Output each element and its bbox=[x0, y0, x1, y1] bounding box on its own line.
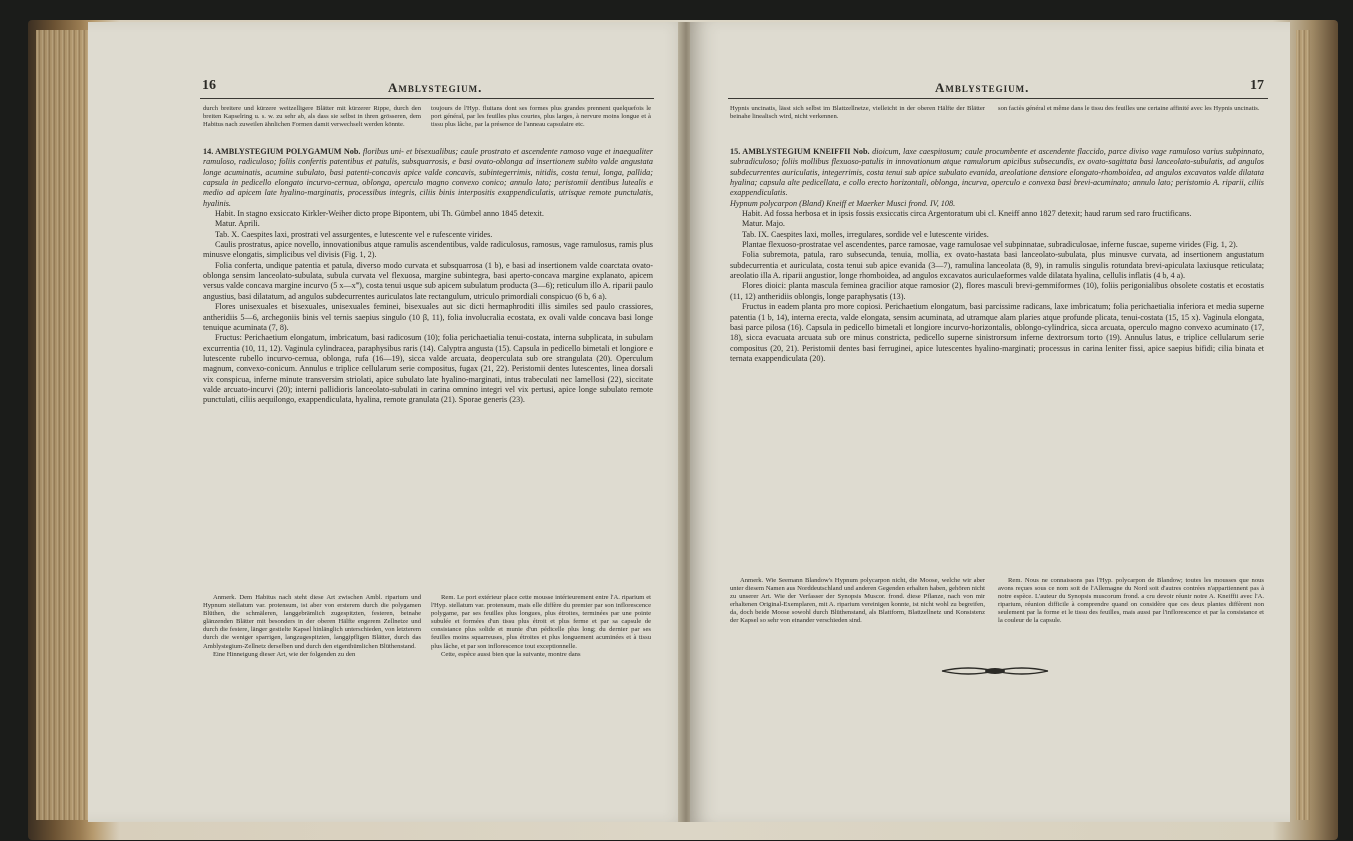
note-french-text: Rem. Nous ne connaissons pas l'Hyp. polycarpon de Blandow; toutes les mousses que nous avons reçues sous ce nom soit de l'Allemagne du Nord soit d'autres contrées n'appartiennent pas à notre espèce. L'auteur du Synopsis muscorum frond. a cru devoir réunir notre A. Kneiffii avec l'A. riparium, réunion difficile à comprendre quand on considère que ces deux plantes diffèrent non seulement par la forme et le tissu des feuilles, mais aussi par l'inflorescence et par la consistance et la couleur de la capsule. bbox=[998, 577, 1264, 625]
paragraph: Caulis prostratus, apice novello, innovationibus atque ramulis ascendentibus, valde radiculosus, ramosus, vage ramulosus, ramis plus minusve elongatis, simplicibus vel divisis (Fig. 1, 2). bbox=[203, 240, 653, 260]
note-german-text: Anmerk. Dem Habitus nach steht diese Art zwischen Ambl. riparium und Hypnum stellatum var. protensum, ist aber von ersterem durch die polygamen Blüthen, die schmäleren, langgebrämlich zugespitzten, festeren, beinahe glänzenden Blätter mit besonders in der oberen Hälfte engerem Zellnetze und durch die festere, länger gestielte Kapsel hinlänglich unterschieden, von letzterem durch die weniger sparrigen, langzugespitzten, langgipfligen Blätter, durch das Amblystegium-Zellnetz derselben und durch den eigenthümlichen Blüthenstand. bbox=[203, 594, 421, 650]
top-note-german: durch breitere und kürzere weitzelligere Blätter mit kürzerer Rippe, durch den breiten Kapselring u. s. w. zu sehr ab, als dass sie selbst in ihren grösseren, dem Habitus nach zuweilen ähnlichen Formen damit verwechselt werden könnte. bbox=[203, 105, 421, 128]
paragraph: Plantae flexuoso-prostratae vel ascendentes, parce ramosae, vage ramulosae vel subpinnatae, subradiculosae, inferne fuscae, superne virides (Fig. 1, 2). bbox=[742, 240, 1238, 250]
note-german-continued: Eine Hinneigung dieser Art, wie der folgenden zu den bbox=[213, 650, 356, 658]
note-french-text: Rem. Le port extérieur place cette mousse intérieurement entre l'A. riparium et l'Hyp. stellatum var. protensum, mais elle diffère du premier par son inflorescence polygame, par ses feuilles plus longues, plus étroites, terminées par une pointe subulée et formées d'un tissu plus étroit et plus ferme et par sa capsule de consistance plus solide et munie d'un pédicelle plus long; du dernier par ses feuilles moins squarreuses, plus étroites et plus longuement acuminées et à tissu plus lâche, et par son inflorescence tout exceptionnelle. bbox=[431, 594, 651, 650]
synonym: Hypnum polycarpon (Bland) Kneiff et Maerker Musci frond. IV, 108. bbox=[730, 198, 956, 208]
note-french-continued: Cette, espèce aussi bien que la suivante, montre dans bbox=[441, 650, 581, 658]
page-edges-left bbox=[36, 30, 88, 820]
paragraph: Fructus in eadem planta pro more copiosi. Perichaetium elongatum, basi parcissime radicans, laxe imbricatum; folia perichaetialia inferiora et media superne patentia (1 b, 14), interna erecta, valde elongata, sensim acuminata, ad utramque alam plaries atque profunde plicata, tenui-costata (15, 15 x). Vaginula elongata, basi parce pilosa (16). Capsula in pedicello bimetali et longiore incurvo-horizontalis, oblongo-cylindrica, sicca arcuata, operculo magno convexo acuminato (17, 18), sicca evacuata arcuata sub ore minus constricta, pedicello superne sinistrorsum inferne dextrorsum torto (19). Annulus latus, e triplice cellularum serie compositus (20, 21). Peristomii dentes basi ferruginei, apice lutescentes hyalino-marginati; processus in carina leniter fissi, apice saepius bifidi; cilia binata et ternata exappendiculata (20). bbox=[730, 302, 1264, 363]
habitat: Habit. In stagno exsiccato Kirkler-Weiher dicto prope Bipontem, ubi Th. Gümbel anno 1845 detexit. bbox=[215, 209, 544, 219]
note-german bbox=[730, 577, 985, 626]
species-15-block bbox=[730, 147, 1264, 364]
paragraph: Folia conferta, undique patentia et patula, diverso modo curvata et subsquarrosa (1 b), e basi ad insertionem valde coarctata ovato-oblonga sensim lanceolato-subulata, subula curvata vel flexuosa, margine subintegra, basi aperto-concava margine explanato, apicem versus valde concava margine incurvo (5 x—x‴), costa tenui usque sub apicem subulatum producta (3—6); reticulum illo A. riparii paulo angustius, basi dilatatum, ad angulos subdecurrentes auriculatos late rectangulum, utriculo primordiali conspicuo (6 b, 6 a). bbox=[203, 260, 653, 301]
note-german bbox=[203, 594, 421, 659]
maturity: Matur. Majo. bbox=[742, 219, 785, 229]
header-rule bbox=[728, 98, 1268, 99]
paragraph: Flores dioici: planta mascula feminea gracilior atque ramosior (2), flores masculi brevi-gemmiformes (10), foliis perigonialibus obsolete costatis et ecostatis (11, 12) antheridiis oblongis, longe paraphysatis (13). bbox=[730, 281, 1264, 301]
running-header: Amblystegium. bbox=[935, 80, 1030, 95]
right-page bbox=[690, 22, 1290, 822]
paragraph: Tab. IX. Caespites laxi, molles, irregulares, sordide vel e lutescente virides. bbox=[742, 229, 989, 239]
species-14-block bbox=[203, 147, 653, 406]
maturity: Matur. Aprili. bbox=[215, 219, 260, 229]
running-header: Amblystegium. bbox=[388, 80, 483, 95]
ornament-icon bbox=[940, 664, 1050, 678]
page-number: 16 bbox=[202, 78, 216, 93]
paragraph: Fructus: Perichaetium elongatum, imbricatum, basi radicosum (10); folia perichaetialia tenui-costata, interna subplicata, in subulam excurrentia (10, 11, 12). Vaginula cylindracea, paraphysibus raris (14). Calyptra angusta (15). Capsula in pedicello bimetali et longiore e lutescente rubello incurvo-cernua, oblonga, rufa (16—19), sicca valde arcuata, deoperculata sub ore strangulata (20). Operculum magnum, convexo-conicum. Annulus e triplice cellularum serie compositus, fugax (21, 22). Peristomii dentes lutescentes, linea dorsali vix conspicua, inferne minute transversim striolati, apice subulato late hyalino-marginati, intus trabeculati nec lamellosi (22), siccitate valde arcuato-incurvi (20); interni pallidioris lanceolato-subulati in carina omnino integri vel vix pertusi, apice longe subulato remote punctulati, ciliis aequilongo, exappendiculata, hyalina, remote granulata (21). Sporae generis (23). bbox=[203, 333, 653, 405]
top-note-german: Hypnis uncinatis, lässt sich selbst im Blattzellnetze, vielleicht in der oberen Hälfte der Blätter beinahe linealisch wird, nicht verkennen. bbox=[730, 105, 985, 120]
note-german-text: Anmerk. Wie Seemann Blandow's Hypnum polycarpon nicht, die Moose, welche wir aber unter diesem Namen aus Norddeutschland und anderen Gegenden erhalten haben, gehören nicht zu unserer Art. Wie der Verfasser der Synopsis Muscor. frond. diese Pflanze, nach von mir erhaltenen Original-Exemplaren, mit A. riparium vereinigen konnte, ist nicht wohl zu begreifen, da, doch beide Moose sowohl durch Blüthenstand, als Blattform, Blattzellnetz und Konsistenz der Kapsel so sehr von einander verschieden sind. bbox=[730, 577, 985, 625]
page-number: 17 bbox=[1250, 78, 1264, 93]
page-edges-right bbox=[1296, 30, 1310, 820]
paragraph: Flores unisexuales et bisexuales, unisexuales feminei, bisexuales aut sic dicti hermaphroditi illis similes sed paulo crassiores, antheridiis 5—6, archegoniis binis vel ternis saepius singulo (10 β, 11), folia involucralia ecostata, ex ovali valde concava basi longe tenuique acuminata (7, 8). bbox=[203, 302, 653, 332]
species-title: 14. AMBLYSTEGIUM POLYGAMUM Nob. bbox=[203, 147, 361, 156]
left-page bbox=[88, 22, 693, 822]
habitat: Habit. Ad fossa herbosa et in ipsis fossis exsiccatis circa Argentoratum ubi cl. Kneiff anno 1827 detexit; haud rarum sed raro fructificans. bbox=[742, 209, 1192, 219]
top-note-french: toujours de l'Hyp. fluitans dont ses formes plus grandes prennent quelquefois le port général, par les feuilles plus courtes, plus larges, à nervure moins longue et à tissu plus lâche, par la présence de l'anneau capsulaire etc. bbox=[431, 105, 651, 128]
note-french bbox=[998, 577, 1264, 626]
top-note-french: son faciès général et même dans le tissu des feuilles une certaine affinité avec les Hypnis uncinatis. bbox=[998, 105, 1260, 112]
note-french bbox=[431, 594, 651, 659]
paragraph: Folia subremota, patula, raro subsecunda, tenuia, mollia, ex ovato-hastata basi lanceolato-subulata, plus minusve curvata, ad insertionem angustatum subdecurrentia et auriculata, costa tenui sub apice evanida (3—7), ramulina lanceolata (8, 9), in ramulis singulis rotundata brevi-apiculata laxiusque reticulata; areolatio illa A. riparii angustior, longe rhomboidea, ad angulos excavatos auriculaeformes valde dilatata hyalina, cellulis inflatis (4 b, 4 a). bbox=[730, 250, 1264, 281]
species-title: 15. AMBLYSTEGIUM KNEIFFII Nob. bbox=[730, 147, 870, 156]
species-diagnosis: dioicum, laxe caespitosum; caule procumbente et ascendente flaccido, parce diviso vage ramuloso varius subpinnato, subradiculoso; foliis mollibus flexuoso-patulis in innovationum atque ramulorum apicibus subsecundis, ex ovato-sagittata basi lanceolato-subulatis, ad angulos subdecurrentes auriculatis, integerrimis, costa tenui sub apice subulato evanida, areolatione densiore elongato-rhomboidea, ad angulos excavatos valde dilatata hyalina; capsula alte pedicellata, e collo erecto horizontali, oblonga, incurva, operculo e convexa basi brevi-acuminato; annulo lato; peristomio A. riparii, ciliis exappendiculatis. bbox=[730, 147, 1265, 198]
species-diagnosis: floribus uni- et bisexualibus; caule prostrato et ascendente ramoso vage et inaequaliter ramuloso, radiculoso; foliis confertis patentibus et patulis, subsquarrosis, e basi ovato-oblonga ad insertionem subito valde angustata longe acuminatis, acumine subulato, basi patenti-concavis apice valde concavis, subintegerrimis, nitidis, costa tenui, longa, pallida; capsula in pedicello elongato incurvo-cernua, oblonga, operculo magno convexo conico; annulo lato; peristomii dentibus lutealis e medio ad apicem late hyalino-marginatis, processibus integris, ciliis binis interpositis exappendiculatis, utrisque remote punctulatis, hyalinis. bbox=[203, 147, 653, 208]
header-rule bbox=[200, 98, 654, 99]
paragraph: Tab. X. Caespites laxi, prostrati vel assurgentes, e lutescente vel e rufescente virides. bbox=[215, 229, 493, 239]
